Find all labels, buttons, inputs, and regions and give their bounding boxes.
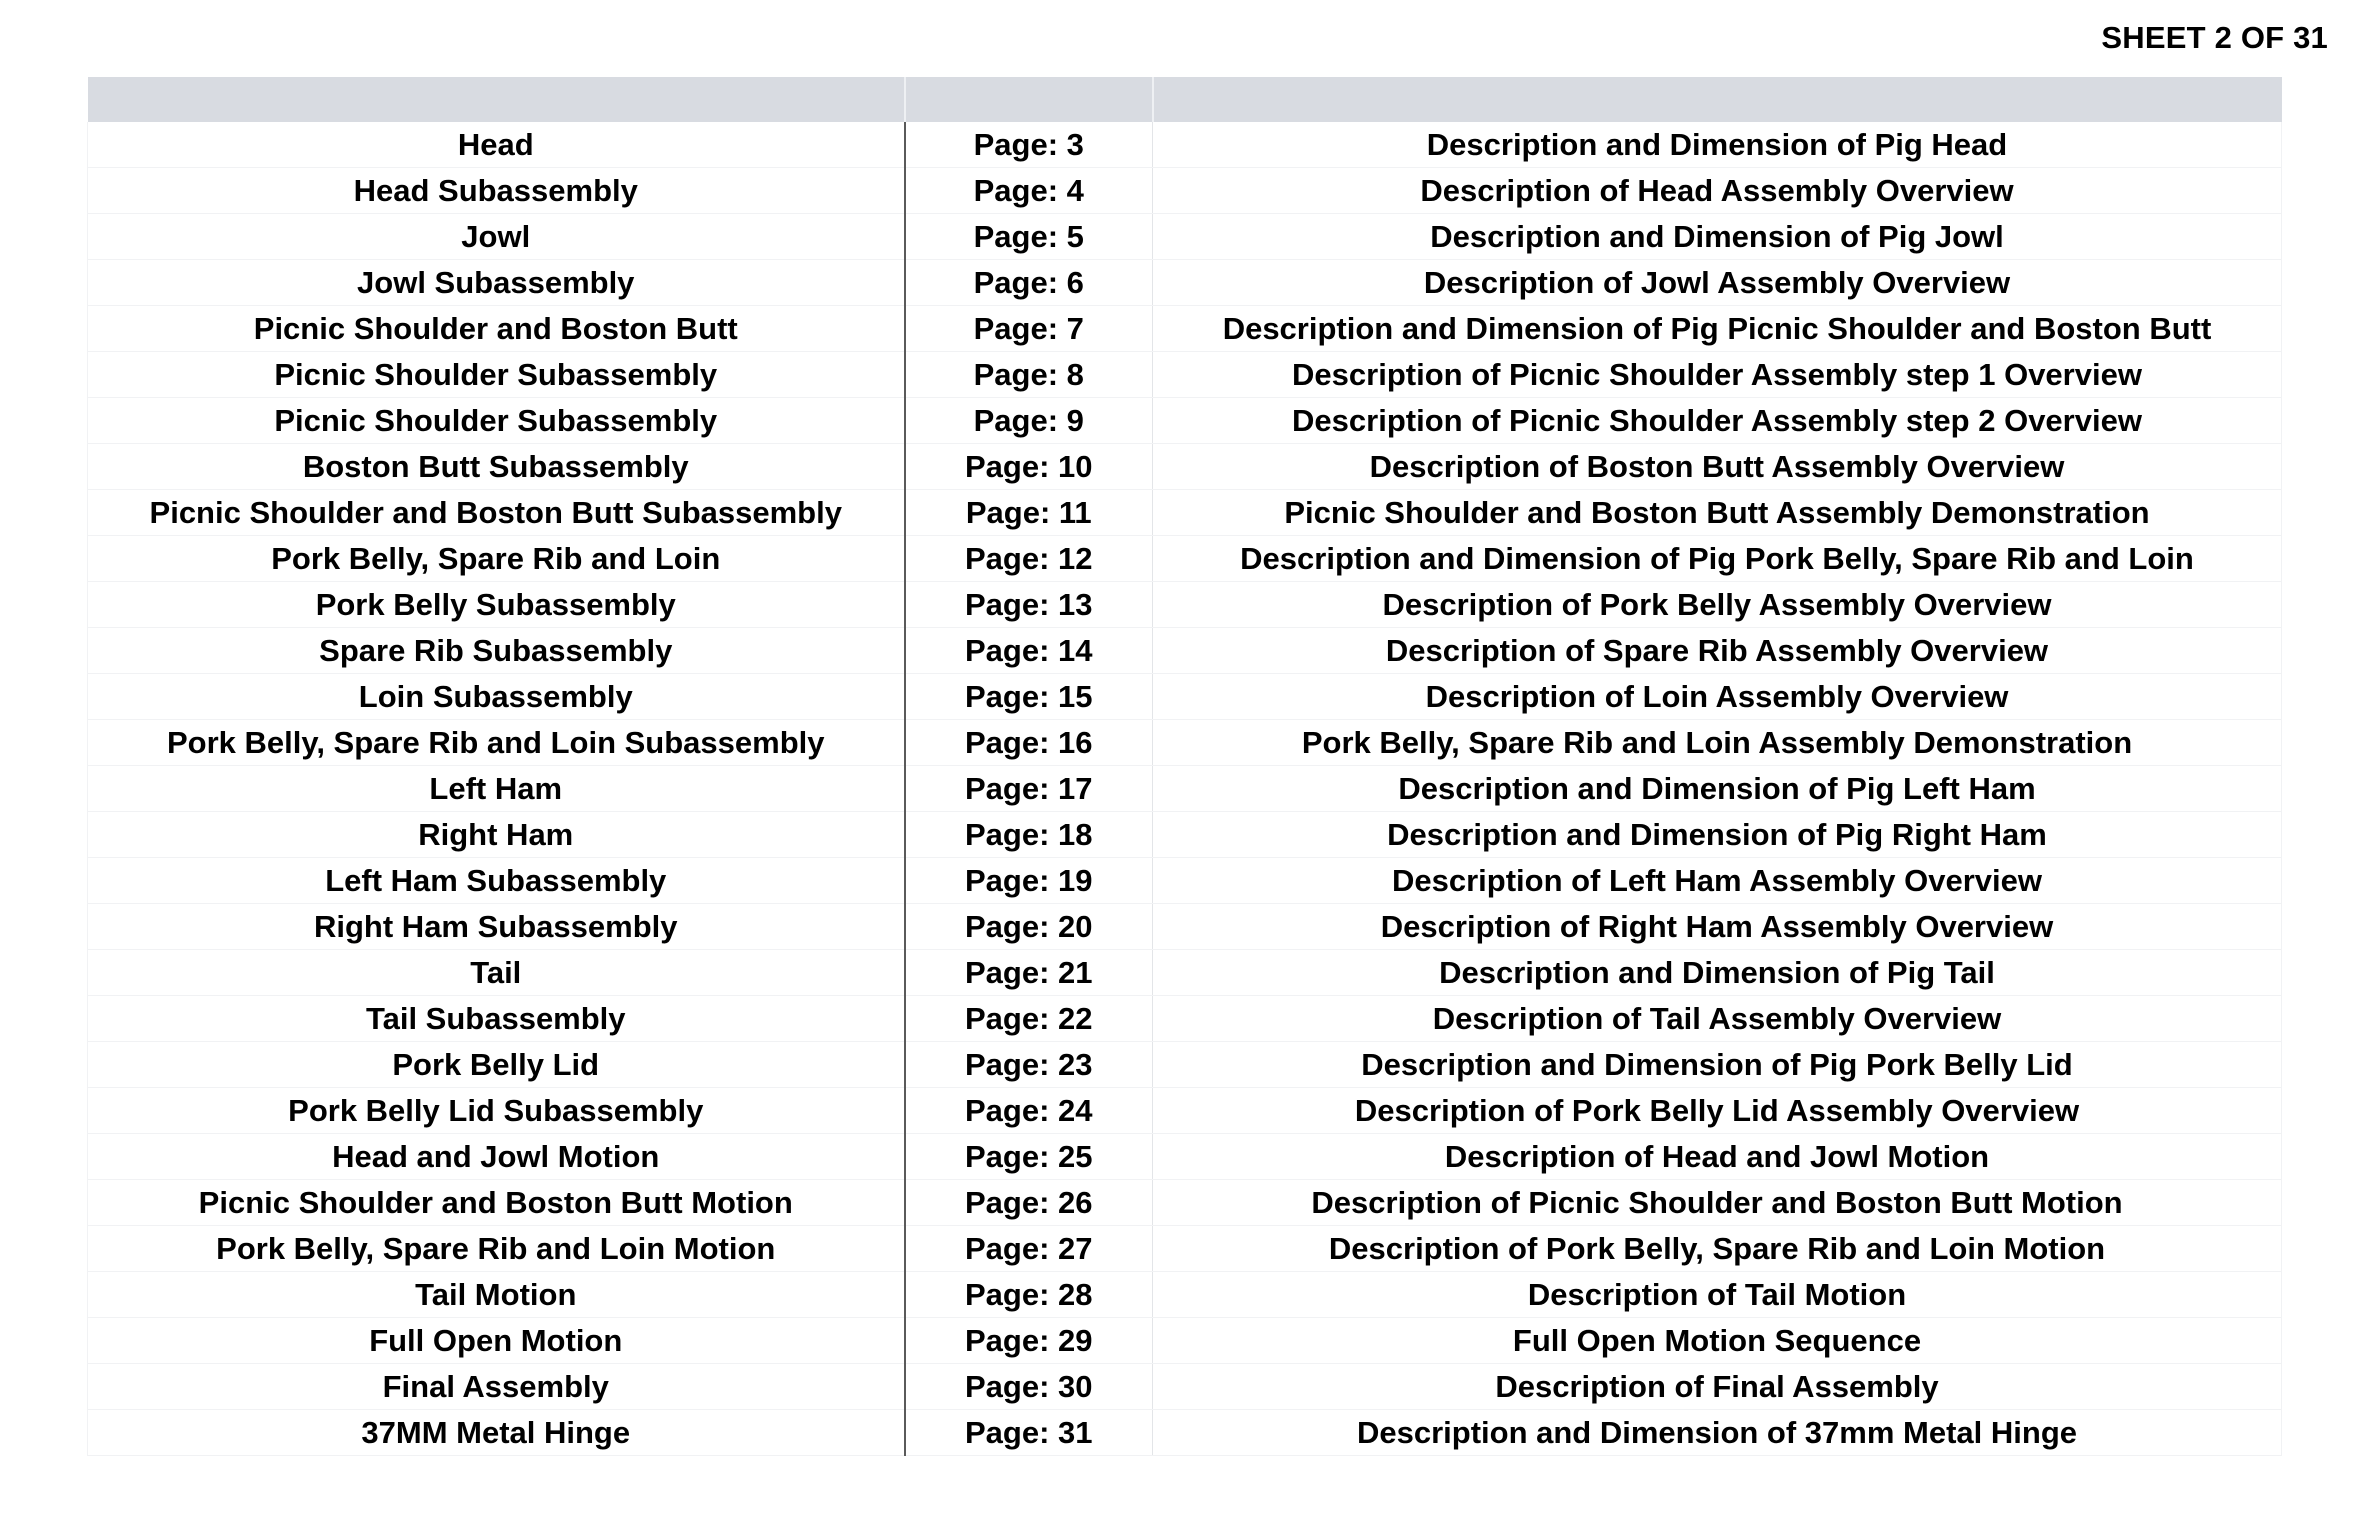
description-cell: Pork Belly, Spare Rib and Loin Assembly Demonstration [1153,720,2282,766]
page-number-cell: Page: 7 [905,306,1153,352]
table-row [88,674,2282,720]
section-cell: Pork Belly Lid Subassembly [88,1088,905,1134]
table-row [88,214,2282,260]
page-number-cell: Page: 24 [905,1088,1153,1134]
table-header [88,77,2282,122]
section-cell: Left Ham [88,766,905,812]
description-cell: Description of Loin Assembly Overview [1153,674,2282,720]
table-row [88,1318,2282,1364]
table-row [88,720,2282,766]
description-cell: Description of Left Ham Assembly Overview [1153,858,2282,904]
section-cell: Full Open Motion [88,1318,905,1364]
section-cell: Jowl Subassembly [88,260,905,306]
section-cell: Right Ham [88,812,905,858]
table-row [88,1410,2282,1456]
page-number-cell: Page: 11 [905,490,1153,536]
description-cell: Description and Dimension of Pig Tail [1153,950,2282,996]
description-cell: Description and Dimension of 37mm Metal Hinge [1153,1410,2282,1456]
page-number-cell: Page: 16 [905,720,1153,766]
description-cell: Description and Dimension of Pig Pork Belly Lid [1153,1042,2282,1088]
table-row [88,1088,2282,1134]
table-row [88,1272,2282,1318]
table-row [88,122,2282,168]
section-cell: 37MM Metal Hinge [88,1410,905,1456]
column-header-section [88,77,905,122]
description-cell: Description of Tail Motion [1153,1272,2282,1318]
page-number-cell: Page: 9 [905,398,1153,444]
table-row [88,1134,2282,1180]
description-cell: Description and Dimension of Pig Picnic Shoulder and Boston Butt [1153,306,2282,352]
description-cell: Description of Head Assembly Overview [1153,168,2282,214]
description-cell: Picnic Shoulder and Boston Butt Assembly Demonstration [1153,490,2282,536]
page-number-cell: Page: 13 [905,582,1153,628]
section-cell: Pork Belly Subassembly [88,582,905,628]
section-cell: Picnic Shoulder and Boston Butt Motion [88,1180,905,1226]
page-number-cell: Page: 28 [905,1272,1153,1318]
page-number-cell: Page: 27 [905,1226,1153,1272]
table-row [88,1226,2282,1272]
description-cell: Description of Head and Jowl Motion [1153,1134,2282,1180]
page-number-cell: Page: 8 [905,352,1153,398]
table-row [88,168,2282,214]
table-row [88,628,2282,674]
description-cell: Description and Dimension of Pig Left Ham [1153,766,2282,812]
section-cell: Final Assembly [88,1364,905,1410]
table-row [88,950,2282,996]
description-cell: Description of Final Assembly [1153,1364,2282,1410]
section-cell: Head and Jowl Motion [88,1134,905,1180]
page-number-cell: Page: 17 [905,766,1153,812]
page-number-cell: Page: 10 [905,444,1153,490]
page-number-cell: Page: 4 [905,168,1153,214]
description-cell: Description of Jowl Assembly Overview [1153,260,2282,306]
table-row [88,1180,2282,1226]
page-number-cell: Page: 20 [905,904,1153,950]
description-cell: Description and Dimension of Pig Right Ham [1153,812,2282,858]
section-cell: Picnic Shoulder and Boston Butt Subassembly [88,490,905,536]
section-cell: Loin Subassembly [88,674,905,720]
page-number-cell: Page: 19 [905,858,1153,904]
section-cell: Picnic Shoulder and Boston Butt [88,306,905,352]
description-cell: Full Open Motion Sequence [1153,1318,2282,1364]
table-row [88,398,2282,444]
sheet-number-label: SHEET 2 OF 31 [2101,20,2328,55]
column-header-page [905,77,1153,122]
table-body [88,122,2282,1456]
description-cell: Description of Boston Butt Assembly Overview [1153,444,2282,490]
page-number-cell: Page: 29 [905,1318,1153,1364]
description-cell: Description and Dimension of Pig Pork Belly, Spare Rib and Loin [1153,536,2282,582]
page-number-cell: Page: 21 [905,950,1153,996]
table-row [88,352,2282,398]
table-row [88,536,2282,582]
page-number-cell: Page: 3 [905,122,1153,168]
page-number-cell: Page: 26 [905,1180,1153,1226]
table-row [88,260,2282,306]
table-of-contents [87,77,2282,1456]
section-cell: Pork Belly, Spare Rib and Loin Motion [88,1226,905,1272]
page-number-cell: Page: 31 [905,1410,1153,1456]
description-cell: Description and Dimension of Pig Head [1153,122,2282,168]
page-number-cell: Page: 12 [905,536,1153,582]
section-cell: Head Subassembly [88,168,905,214]
description-cell: Description of Right Ham Assembly Overview [1153,904,2282,950]
table-row [88,444,2282,490]
table-row [88,1042,2282,1088]
page-number-cell: Page: 22 [905,996,1153,1042]
table-row [88,904,2282,950]
description-cell: Description of Tail Assembly Overview [1153,996,2282,1042]
table-row [88,812,2282,858]
page-number-cell: Page: 23 [905,1042,1153,1088]
table-row [88,1364,2282,1410]
table-row [88,582,2282,628]
section-cell: Right Ham Subassembly [88,904,905,950]
table-row [88,858,2282,904]
table-header-row [88,77,2282,122]
page-number-cell: Page: 5 [905,214,1153,260]
description-cell: Description of Spare Rib Assembly Overview [1153,628,2282,674]
description-cell: Description of Picnic Shoulder and Boston Butt Motion [1153,1180,2282,1226]
description-cell: Description of Pork Belly Lid Assembly Overview [1153,1088,2282,1134]
table-row [88,766,2282,812]
section-cell: Pork Belly Lid [88,1042,905,1088]
page-number-cell: Page: 25 [905,1134,1153,1180]
section-cell: Spare Rib Subassembly [88,628,905,674]
section-cell: Jowl [88,214,905,260]
section-cell: Picnic Shoulder Subassembly [88,352,905,398]
table-row [88,306,2282,352]
section-cell: Pork Belly, Spare Rib and Loin Subassembly [88,720,905,766]
page-number-cell: Page: 6 [905,260,1153,306]
column-header-description [1153,77,2282,122]
section-cell: Left Ham Subassembly [88,858,905,904]
description-cell: Description of Picnic Shoulder Assembly step 1 Overview [1153,352,2282,398]
description-cell: Description of Pork Belly, Spare Rib and Loin Motion [1153,1226,2282,1272]
section-cell: Picnic Shoulder Subassembly [88,398,905,444]
description-cell: Description and Dimension of Pig Jowl [1153,214,2282,260]
section-cell: Head [88,122,905,168]
section-cell: Tail [88,950,905,996]
description-cell: Description of Picnic Shoulder Assembly step 2 Overview [1153,398,2282,444]
page-number-cell: Page: 15 [905,674,1153,720]
section-cell: Pork Belly, Spare Rib and Loin [88,536,905,582]
description-cell: Description of Pork Belly Assembly Overview [1153,582,2282,628]
table-row [88,996,2282,1042]
page-number-cell: Page: 30 [905,1364,1153,1410]
page-number-cell: Page: 14 [905,628,1153,674]
table-row [88,490,2282,536]
section-cell: Boston Butt Subassembly [88,444,905,490]
page-number-cell: Page: 18 [905,812,1153,858]
section-cell: Tail Motion [88,1272,905,1318]
section-cell: Tail Subassembly [88,996,905,1042]
